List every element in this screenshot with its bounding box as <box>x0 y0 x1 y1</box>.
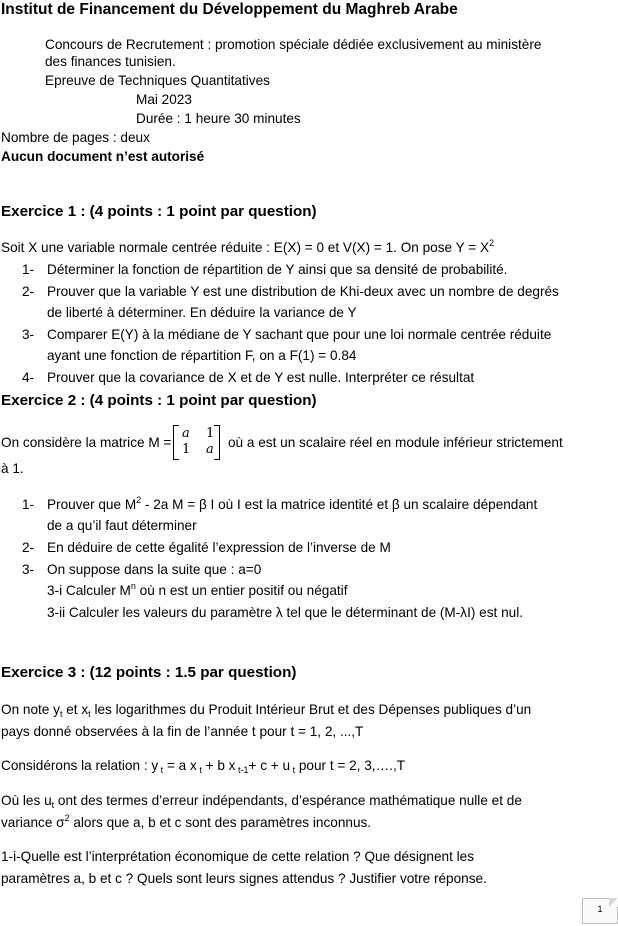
ex1-q4-number: 4- <box>22 370 35 385</box>
ex3-rel-e: pour t = 2, 3,….,T <box>295 758 406 773</box>
ex3-p1-b: et x <box>62 702 89 717</box>
ex3-paragraph-3-line-2 <box>1 813 371 832</box>
ex1-q2-line-2: de liberté à déterminer. En déduire la variance de Y <box>47 305 357 320</box>
matrix-right-bracket <box>214 425 220 460</box>
ex3-rel-b: = a x <box>163 758 197 773</box>
institute-title: Institut de Financement du Développement du Maghreb Arabe <box>1 1 458 18</box>
ex2-q3i-part-a: 3-i Calculer M <box>47 583 131 598</box>
exercise-2-intro-c: à 1. <box>1 461 24 476</box>
ex3-p1-sub2: t <box>88 709 91 719</box>
ex3-rel-s3: t-1 <box>235 765 249 775</box>
ex3-paragraph-3-line-1 <box>1 791 522 810</box>
ex3-relation <box>1 756 405 775</box>
ex1-q4-text: Prouver que la covariance de X et de Y est nulle. Interpréter ce résultat <box>47 370 475 385</box>
ex2-q2-number: 2- <box>22 540 35 555</box>
ex2-q1-part-a: Prouver que M <box>47 497 137 512</box>
exercise-3-title: Exercice 3 : (12 points : 1.5 par question) <box>1 664 297 681</box>
documents-line: Aucun document n’est autorisé <box>1 149 205 164</box>
ex2-q1-line-1 <box>47 495 537 514</box>
exercise-2-intro-a: On considère la matrice M = <box>1 435 172 450</box>
matrix-m <box>173 424 220 460</box>
ex3-p3-sub: t <box>51 800 55 810</box>
ex3-p3-l2-b: alors que a, b et c sont des paramètres inconnus. <box>69 815 372 830</box>
ex3-p1-sub1: t <box>59 709 63 719</box>
ex2-q3i <box>47 581 347 600</box>
ex3-paragraph-1-line-2: pays donné observées à la fin de l’année t pour t = 1, 2, ...,T <box>1 724 364 739</box>
ex3-p3-a: Où les u <box>1 793 52 808</box>
concours-line-2: des finances tunisien. <box>45 54 176 69</box>
ex2-q3-number: 3- <box>22 562 35 577</box>
exercise-2-intro-b: où a est un scalaire réel en module inférieur strictement <box>228 435 563 450</box>
concours-line-1: Concours de Recrutement : promotion spéciale dédiée exclusivement au ministère <box>45 37 542 52</box>
matrix-a22: a <box>206 442 214 457</box>
ex2-q1-line-2: de a qu’il faut déterminer <box>47 518 197 533</box>
ex3-question-1-line-1: 1-i-Quelle est l’interprétation économique de cette relation ? Que désignent les <box>1 849 475 864</box>
ex3-paragraph-1-line-1 <box>1 700 531 719</box>
ex2-q1-part-b: - 2a M = β I où I est la matrice identité et β un scalaire dépendant <box>141 497 538 512</box>
ex3-p3-l2-sup: 2 <box>64 813 70 823</box>
ex3-p3-b: ont des termes d’erreur indépendants, d’espérance mathématique nulle et de <box>54 793 522 808</box>
duration-line: Durée : 1 heure 30 minutes <box>136 111 301 126</box>
matrix-a12: 1 <box>206 426 215 441</box>
exercise-1-title: Exercice 1 : (4 points : 1 point par question) <box>1 203 317 220</box>
ex1-q1-number: 1- <box>22 262 35 277</box>
matrix-left-bracket <box>173 425 179 460</box>
matrix-a11: a <box>182 426 190 441</box>
exercise-2-title: Exercice 2 : (4 points : 1 point par question) <box>1 392 317 409</box>
ex1-q3-line-1: Comparer E(Y) à la médiane de Y sachant que pour une loi normale centrée réduite <box>47 327 552 342</box>
ex3-p1-a: On note y <box>1 702 60 717</box>
epreuve-line: Epreuve de Techniques Quantitatives <box>45 73 270 88</box>
ex1-q3-line-2: ayant une fonction de répartition F, on a F(1) = 0.84 <box>47 348 357 363</box>
ex1-q3-number: 3- <box>22 327 35 342</box>
ex2-q1-number: 1- <box>22 497 35 512</box>
exercise-1-intro <box>1 238 494 257</box>
ex1-q2-number: 2- <box>22 284 35 299</box>
ex3-rel-d: + c + u <box>248 758 291 773</box>
ex1-q2-line-1: Prouver que la variable Y est une distribution de Khi-deux avec un nombre de degrés <box>47 284 559 299</box>
exercise-1-intro-text: Soit X une variable normale centrée réduite : E(X) = 0 et V(X) = 1. On pose Y = X <box>1 240 490 255</box>
matrix-a21: 1 <box>182 442 191 457</box>
ex3-p3-l2-a: variance σ <box>1 815 65 830</box>
date-line: Mai 2023 <box>136 92 192 107</box>
ex2-q1-sup: 2 <box>136 495 142 505</box>
ex2-q3i-part-b: où n est un entier positif ou négatif <box>135 583 348 598</box>
page-number: 1 <box>597 904 603 914</box>
ex3-question-1-line-2: paramètres a, b et c ? Quels sont leurs signes attendus ? Justifier votre réponse. <box>1 871 487 886</box>
ex2-q3i-sup: n <box>130 581 136 591</box>
ex2-q3ii: 3-ii Calculer les valeurs du paramètre λ tel que le déterminant de (M-λI) est nul. <box>47 605 523 620</box>
ex2-q2-text: En déduire de cette égalité l’expression de l’inverse de M <box>47 540 391 555</box>
ex3-rel-s2: t <box>196 765 202 775</box>
exercise-1-intro-sup: 2 <box>489 238 495 248</box>
ex3-rel-s4: t <box>290 765 296 775</box>
pages-line: Nombre de pages : deux <box>1 130 150 145</box>
ex2-q3-text: On suppose dans la suite que : a=0 <box>47 562 262 577</box>
ex3-rel-a: Considérons la relation : y <box>1 758 159 773</box>
ex3-rel-c: + b x <box>201 758 236 773</box>
ex3-rel-s1: t <box>158 765 164 775</box>
page-number-box <box>582 898 618 924</box>
ex1-q1-text: Déterminer la fonction de répartition de Y ainsi que sa densité de probabilité. <box>47 262 508 277</box>
ex3-p1-c: les logarithmes du Produit Intérieur Brut et des Dépenses publiques d’un <box>90 702 532 717</box>
